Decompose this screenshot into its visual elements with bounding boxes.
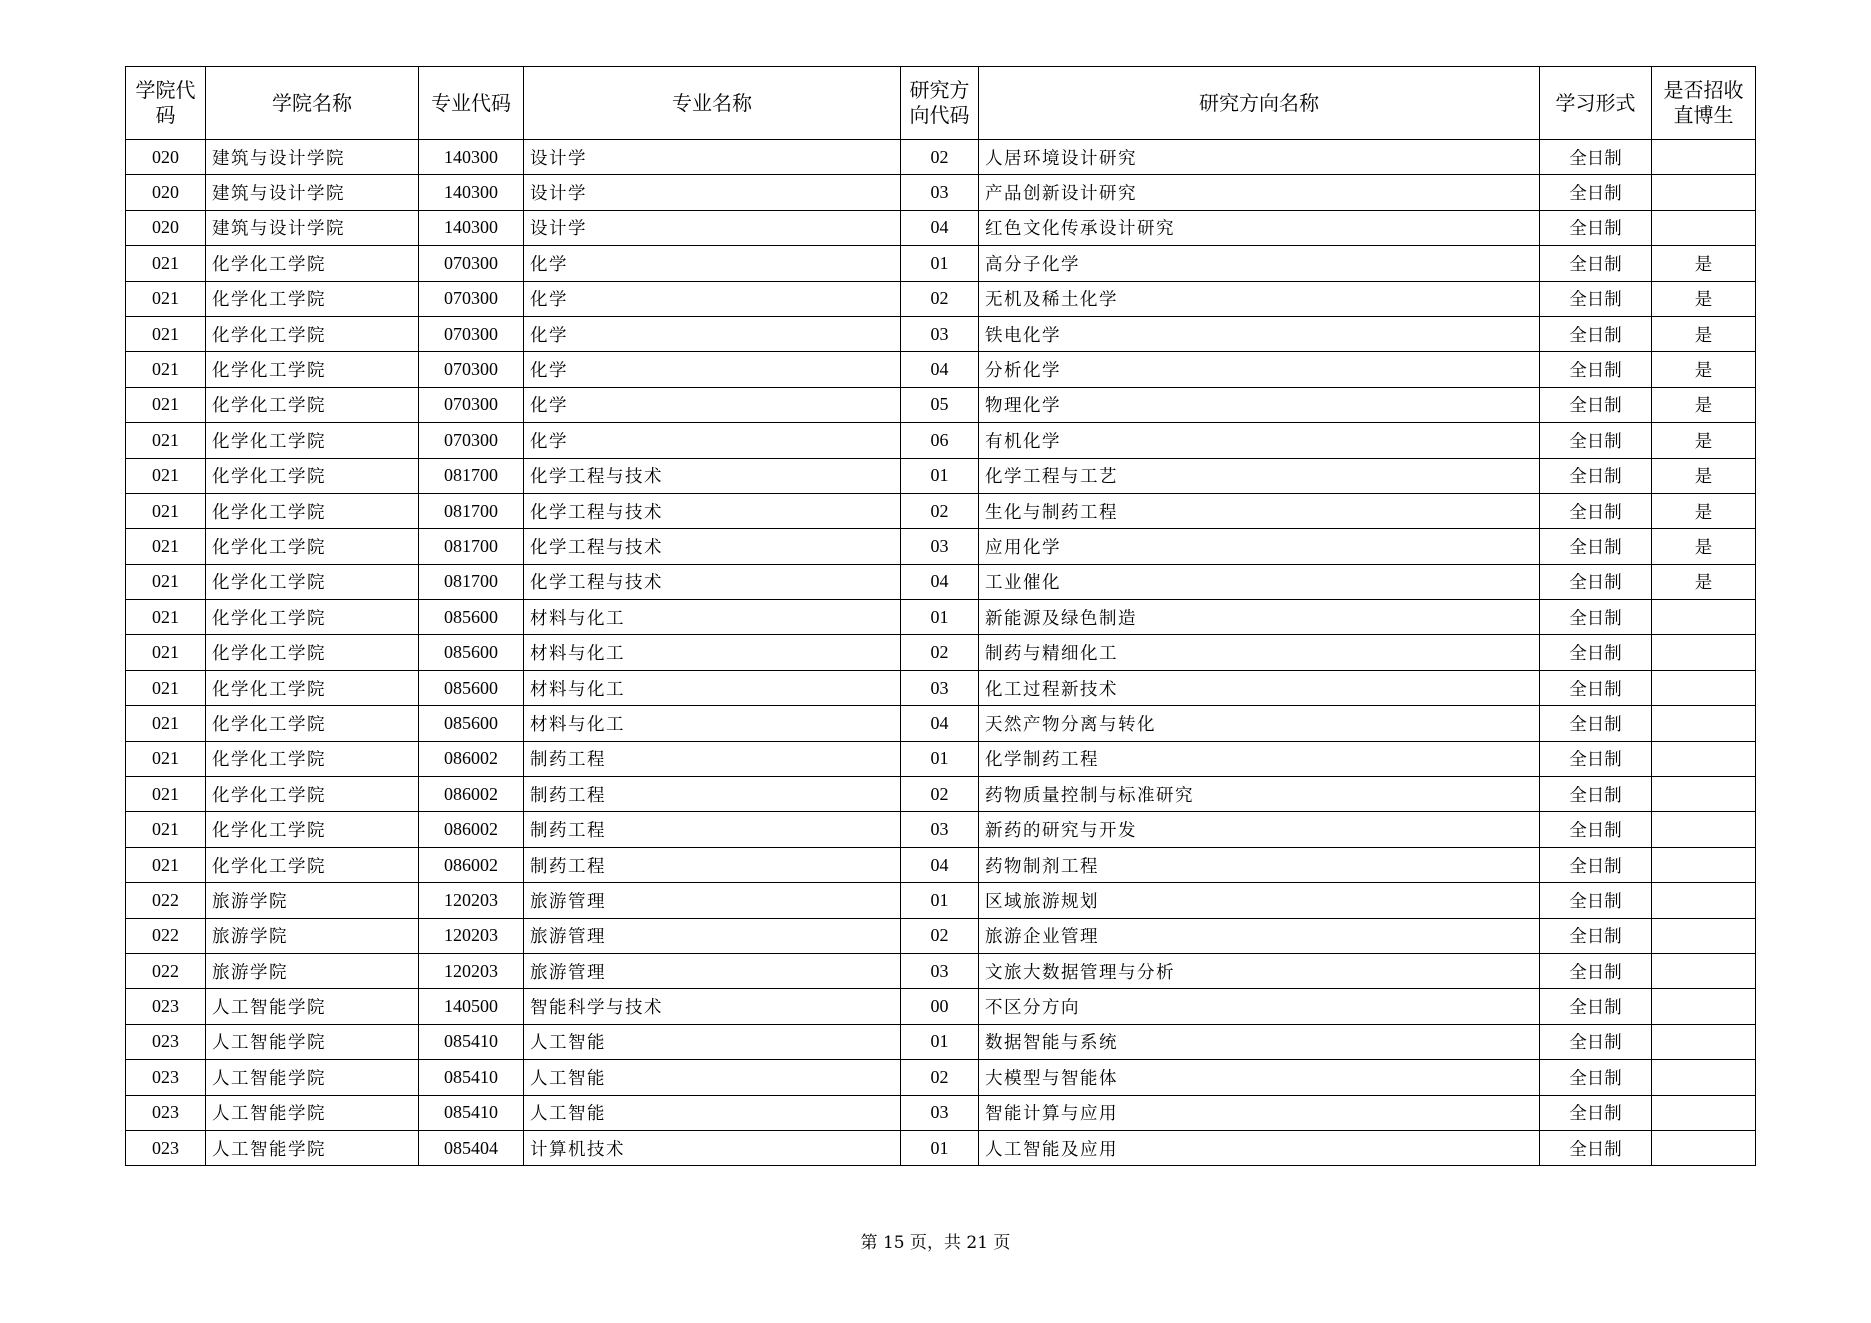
cell-college-name: 化学化工学院 xyxy=(206,741,419,776)
table-row xyxy=(126,706,1756,741)
cell-direction-name: 化学工程与工艺 xyxy=(979,458,1540,493)
cell-study-mode: 全日制 xyxy=(1540,847,1652,882)
cell-direction-name: 旅游企业管理 xyxy=(979,918,1540,953)
cell-direct-phd: 是 xyxy=(1652,458,1756,493)
cell-major-code: 085600 xyxy=(419,670,524,705)
cell-major-code: 120203 xyxy=(419,918,524,953)
cell-major-name: 材料与化工 xyxy=(524,635,901,670)
cell-college-code: 021 xyxy=(126,493,206,528)
cell-direction-code: 01 xyxy=(901,246,979,281)
cell-major-name: 化学 xyxy=(524,246,901,281)
cell-study-mode: 全日制 xyxy=(1540,600,1652,635)
cell-direction-name: 铁电化学 xyxy=(979,316,1540,351)
cell-direction-code: 02 xyxy=(901,777,979,812)
cell-college-name: 化学化工学院 xyxy=(206,387,419,422)
cell-major-code: 140300 xyxy=(419,140,524,175)
enrollment-table xyxy=(125,66,1756,1166)
table-row xyxy=(126,246,1756,281)
cell-direct-phd: 是 xyxy=(1652,352,1756,387)
table-row xyxy=(126,777,1756,812)
cell-direction-name: 工业催化 xyxy=(979,564,1540,599)
table-row xyxy=(126,953,1756,988)
cell-college-code: 020 xyxy=(126,210,206,245)
table-row xyxy=(126,918,1756,953)
cell-direction-name: 天然产物分离与转化 xyxy=(979,706,1540,741)
cell-direction-code: 01 xyxy=(901,1130,979,1165)
cell-direction-name: 分析化学 xyxy=(979,352,1540,387)
cell-college-name: 人工智能学院 xyxy=(206,989,419,1024)
cell-college-code: 021 xyxy=(126,529,206,564)
cell-direct-phd xyxy=(1652,1095,1756,1130)
table-row xyxy=(126,883,1756,918)
cell-direct-phd: 是 xyxy=(1652,529,1756,564)
cell-major-name: 旅游管理 xyxy=(524,953,901,988)
cell-major-code: 070300 xyxy=(419,281,524,316)
cell-major-name: 化学工程与技术 xyxy=(524,493,901,528)
cell-study-mode: 全日制 xyxy=(1540,352,1652,387)
cell-direction-name: 制药与精细化工 xyxy=(979,635,1540,670)
cell-college-name: 人工智能学院 xyxy=(206,1130,419,1165)
cell-college-code: 023 xyxy=(126,1095,206,1130)
cell-study-mode: 全日制 xyxy=(1540,564,1652,599)
cell-study-mode: 全日制 xyxy=(1540,316,1652,351)
cell-college-code: 021 xyxy=(126,670,206,705)
cell-study-mode: 全日制 xyxy=(1540,883,1652,918)
cell-major-code: 070300 xyxy=(419,316,524,351)
cell-direct-phd xyxy=(1652,1060,1756,1095)
cell-major-code: 120203 xyxy=(419,883,524,918)
cell-college-name: 化学化工学院 xyxy=(206,847,419,882)
cell-direct-phd xyxy=(1652,1130,1756,1165)
table-row xyxy=(126,529,1756,564)
cell-direct-phd: 是 xyxy=(1652,387,1756,422)
cell-college-code: 023 xyxy=(126,1024,206,1059)
cell-major-code: 070300 xyxy=(419,387,524,422)
cell-direct-phd xyxy=(1652,918,1756,953)
cell-study-mode: 全日制 xyxy=(1540,423,1652,458)
cell-major-name: 材料与化工 xyxy=(524,706,901,741)
enrollment-table-container xyxy=(125,66,1755,1166)
cell-direct-phd xyxy=(1652,777,1756,812)
cell-major-name: 制药工程 xyxy=(524,812,901,847)
cell-study-mode: 全日制 xyxy=(1540,140,1652,175)
cell-study-mode: 全日制 xyxy=(1540,1024,1652,1059)
cell-direct-phd xyxy=(1652,883,1756,918)
cell-college-code: 021 xyxy=(126,635,206,670)
cell-direction-name: 区域旅游规划 xyxy=(979,883,1540,918)
cell-major-name: 化学工程与技术 xyxy=(524,458,901,493)
table-row xyxy=(126,175,1756,210)
cell-major-code: 081700 xyxy=(419,564,524,599)
cell-direction-name: 红色文化传承设计研究 xyxy=(979,210,1540,245)
cell-college-code: 021 xyxy=(126,812,206,847)
cell-direct-phd: 是 xyxy=(1652,281,1756,316)
cell-direction-code: 02 xyxy=(901,918,979,953)
cell-study-mode: 全日制 xyxy=(1540,1095,1652,1130)
cell-major-name: 设计学 xyxy=(524,140,901,175)
cell-study-mode: 全日制 xyxy=(1540,281,1652,316)
table-row xyxy=(126,847,1756,882)
cell-major-code: 140300 xyxy=(419,210,524,245)
cell-direction-name: 化工过程新技术 xyxy=(979,670,1540,705)
header-college-code: 学院代码 xyxy=(126,67,206,140)
table-header-row xyxy=(126,67,1756,140)
cell-college-name: 旅游学院 xyxy=(206,918,419,953)
cell-college-name: 化学化工学院 xyxy=(206,458,419,493)
cell-direct-phd xyxy=(1652,210,1756,245)
cell-college-name: 化学化工学院 xyxy=(206,635,419,670)
cell-college-code: 021 xyxy=(126,281,206,316)
cell-direction-name: 应用化学 xyxy=(979,529,1540,564)
cell-direction-name: 无机及稀土化学 xyxy=(979,281,1540,316)
cell-direction-code: 02 xyxy=(901,281,979,316)
cell-college-name: 建筑与设计学院 xyxy=(206,210,419,245)
cell-major-code: 086002 xyxy=(419,777,524,812)
header-direction-name: 研究方向名称 xyxy=(979,67,1540,140)
cell-college-name: 化学化工学院 xyxy=(206,812,419,847)
cell-direct-phd xyxy=(1652,706,1756,741)
cell-major-name: 制药工程 xyxy=(524,847,901,882)
cell-major-name: 化学 xyxy=(524,423,901,458)
cell-major-code: 081700 xyxy=(419,458,524,493)
cell-direct-phd xyxy=(1652,812,1756,847)
table-row xyxy=(126,1095,1756,1130)
cell-major-code: 140500 xyxy=(419,989,524,1024)
cell-study-mode: 全日制 xyxy=(1540,741,1652,776)
cell-college-code: 021 xyxy=(126,316,206,351)
cell-major-code: 070300 xyxy=(419,352,524,387)
cell-major-name: 旅游管理 xyxy=(524,918,901,953)
cell-direction-code: 04 xyxy=(901,352,979,387)
cell-major-code: 140300 xyxy=(419,175,524,210)
cell-study-mode: 全日制 xyxy=(1540,1130,1652,1165)
cell-direction-name: 数据智能与系统 xyxy=(979,1024,1540,1059)
cell-direction-name: 新药的研究与开发 xyxy=(979,812,1540,847)
cell-major-name: 人工智能 xyxy=(524,1095,901,1130)
cell-college-name: 化学化工学院 xyxy=(206,281,419,316)
cell-direction-code: 04 xyxy=(901,210,979,245)
cell-direct-phd xyxy=(1652,635,1756,670)
cell-college-name: 旅游学院 xyxy=(206,953,419,988)
cell-college-code: 021 xyxy=(126,600,206,635)
cell-direct-phd: 是 xyxy=(1652,564,1756,599)
table-row xyxy=(126,1060,1756,1095)
cell-major-name: 材料与化工 xyxy=(524,600,901,635)
cell-major-code: 085404 xyxy=(419,1130,524,1165)
table-row xyxy=(126,493,1756,528)
table-row xyxy=(126,564,1756,599)
table-row xyxy=(126,316,1756,351)
cell-college-code: 021 xyxy=(126,564,206,599)
cell-college-name: 化学化工学院 xyxy=(206,706,419,741)
cell-direction-code: 03 xyxy=(901,953,979,988)
cell-major-code: 085410 xyxy=(419,1024,524,1059)
cell-study-mode: 全日制 xyxy=(1540,953,1652,988)
cell-college-code: 021 xyxy=(126,741,206,776)
cell-college-name: 化学化工学院 xyxy=(206,670,419,705)
cell-study-mode: 全日制 xyxy=(1540,175,1652,210)
cell-direction-name: 不区分方向 xyxy=(979,989,1540,1024)
header-major-name: 专业名称 xyxy=(524,67,901,140)
cell-college-code: 022 xyxy=(126,918,206,953)
cell-college-code: 023 xyxy=(126,1130,206,1165)
cell-major-name: 计算机技术 xyxy=(524,1130,901,1165)
cell-study-mode: 全日制 xyxy=(1540,246,1652,281)
cell-major-name: 设计学 xyxy=(524,175,901,210)
cell-college-code: 020 xyxy=(126,140,206,175)
cell-study-mode: 全日制 xyxy=(1540,918,1652,953)
cell-college-code: 023 xyxy=(126,1060,206,1095)
header-direction-code: 研究方向代码 xyxy=(901,67,979,140)
cell-college-name: 人工智能学院 xyxy=(206,1095,419,1130)
table-row xyxy=(126,458,1756,493)
cell-direct-phd xyxy=(1652,175,1756,210)
cell-college-name: 化学化工学院 xyxy=(206,493,419,528)
cell-direction-code: 02 xyxy=(901,493,979,528)
cell-major-name: 设计学 xyxy=(524,210,901,245)
cell-college-code: 021 xyxy=(126,847,206,882)
cell-college-name: 化学化工学院 xyxy=(206,246,419,281)
cell-direction-code: 01 xyxy=(901,741,979,776)
cell-direction-code: 03 xyxy=(901,1095,979,1130)
cell-study-mode: 全日制 xyxy=(1540,989,1652,1024)
table-row xyxy=(126,352,1756,387)
table-row xyxy=(126,670,1756,705)
cell-major-code: 070300 xyxy=(419,423,524,458)
cell-major-code: 120203 xyxy=(419,953,524,988)
cell-major-name: 化学 xyxy=(524,352,901,387)
cell-major-name: 化学工程与技术 xyxy=(524,564,901,599)
cell-college-name: 化学化工学院 xyxy=(206,564,419,599)
cell-direction-code: 02 xyxy=(901,140,979,175)
cell-direction-code: 02 xyxy=(901,1060,979,1095)
cell-college-name: 化学化工学院 xyxy=(206,777,419,812)
header-direct-phd: 是否招收直博生 xyxy=(1652,67,1756,140)
cell-study-mode: 全日制 xyxy=(1540,670,1652,705)
cell-direction-name: 人工智能及应用 xyxy=(979,1130,1540,1165)
cell-college-name: 人工智能学院 xyxy=(206,1024,419,1059)
cell-college-name: 旅游学院 xyxy=(206,883,419,918)
cell-study-mode: 全日制 xyxy=(1540,387,1652,422)
cell-major-code: 085600 xyxy=(419,600,524,635)
cell-major-name: 制药工程 xyxy=(524,741,901,776)
table-row xyxy=(126,1024,1756,1059)
cell-direct-phd xyxy=(1652,600,1756,635)
cell-direction-code: 03 xyxy=(901,175,979,210)
cell-direction-code: 01 xyxy=(901,883,979,918)
cell-major-code: 085600 xyxy=(419,635,524,670)
table-row xyxy=(126,600,1756,635)
cell-direct-phd xyxy=(1652,847,1756,882)
cell-major-name: 人工智能 xyxy=(524,1024,901,1059)
cell-direction-code: 01 xyxy=(901,458,979,493)
cell-college-code: 021 xyxy=(126,352,206,387)
cell-college-name: 人工智能学院 xyxy=(206,1060,419,1095)
cell-major-code: 085600 xyxy=(419,706,524,741)
cell-direction-name: 大模型与智能体 xyxy=(979,1060,1540,1095)
cell-direction-code: 05 xyxy=(901,387,979,422)
cell-direct-phd xyxy=(1652,1024,1756,1059)
cell-direction-name: 新能源及绿色制造 xyxy=(979,600,1540,635)
cell-direction-code: 06 xyxy=(901,423,979,458)
cell-direction-name: 人居环境设计研究 xyxy=(979,140,1540,175)
cell-major-code: 081700 xyxy=(419,493,524,528)
cell-college-name: 化学化工学院 xyxy=(206,600,419,635)
cell-major-code: 085410 xyxy=(419,1095,524,1130)
cell-direction-name: 生化与制药工程 xyxy=(979,493,1540,528)
cell-college-code: 021 xyxy=(126,777,206,812)
cell-college-code: 021 xyxy=(126,423,206,458)
cell-major-name: 智能科学与技术 xyxy=(524,989,901,1024)
cell-direction-name: 文旅大数据管理与分析 xyxy=(979,953,1540,988)
cell-direct-phd: 是 xyxy=(1652,493,1756,528)
table-row xyxy=(126,741,1756,776)
header-college-name: 学院名称 xyxy=(206,67,419,140)
cell-major-name: 化学工程与技术 xyxy=(524,529,901,564)
cell-major-code: 070300 xyxy=(419,246,524,281)
cell-major-name: 制药工程 xyxy=(524,777,901,812)
cell-major-code: 085410 xyxy=(419,1060,524,1095)
cell-study-mode: 全日制 xyxy=(1540,706,1652,741)
cell-direct-phd: 是 xyxy=(1652,246,1756,281)
header-study-mode: 学习形式 xyxy=(1540,67,1652,140)
cell-college-name: 化学化工学院 xyxy=(206,423,419,458)
page-number: 第 15 页，共 21 页 xyxy=(860,1233,1011,1253)
cell-direct-phd: 是 xyxy=(1652,423,1756,458)
table-row xyxy=(126,812,1756,847)
cell-direction-name: 化学制药工程 xyxy=(979,741,1540,776)
table-row xyxy=(126,387,1756,422)
cell-study-mode: 全日制 xyxy=(1540,529,1652,564)
cell-major-name: 人工智能 xyxy=(524,1060,901,1095)
cell-direction-name: 高分子化学 xyxy=(979,246,1540,281)
cell-direction-code: 03 xyxy=(901,812,979,847)
table-row xyxy=(126,635,1756,670)
cell-direction-name: 有机化学 xyxy=(979,423,1540,458)
cell-major-name: 材料与化工 xyxy=(524,670,901,705)
table-row xyxy=(126,989,1756,1024)
cell-direct-phd: 是 xyxy=(1652,316,1756,351)
table-row xyxy=(126,1130,1756,1165)
cell-major-name: 化学 xyxy=(524,387,901,422)
cell-college-code: 022 xyxy=(126,883,206,918)
table-row xyxy=(126,423,1756,458)
cell-college-code: 020 xyxy=(126,175,206,210)
cell-study-mode: 全日制 xyxy=(1540,493,1652,528)
cell-direction-code: 03 xyxy=(901,670,979,705)
cell-study-mode: 全日制 xyxy=(1540,210,1652,245)
cell-direct-phd xyxy=(1652,953,1756,988)
cell-study-mode: 全日制 xyxy=(1540,1060,1652,1095)
cell-direction-code: 00 xyxy=(901,989,979,1024)
cell-direction-name: 物理化学 xyxy=(979,387,1540,422)
table-row xyxy=(126,281,1756,316)
cell-study-mode: 全日制 xyxy=(1540,812,1652,847)
cell-direct-phd xyxy=(1652,140,1756,175)
cell-direction-code: 04 xyxy=(901,706,979,741)
cell-direction-name: 药物质量控制与标准研究 xyxy=(979,777,1540,812)
cell-college-name: 建筑与设计学院 xyxy=(206,175,419,210)
cell-college-name: 化学化工学院 xyxy=(206,529,419,564)
cell-college-code: 023 xyxy=(126,989,206,1024)
cell-direction-code: 03 xyxy=(901,529,979,564)
cell-major-code: 081700 xyxy=(419,529,524,564)
cell-college-code: 021 xyxy=(126,706,206,741)
cell-major-code: 086002 xyxy=(419,812,524,847)
cell-direction-name: 产品创新设计研究 xyxy=(979,175,1540,210)
cell-direction-code: 04 xyxy=(901,564,979,599)
cell-college-code: 021 xyxy=(126,458,206,493)
cell-direct-phd xyxy=(1652,670,1756,705)
cell-college-name: 化学化工学院 xyxy=(206,352,419,387)
cell-major-name: 化学 xyxy=(524,316,901,351)
cell-study-mode: 全日制 xyxy=(1540,777,1652,812)
cell-college-code: 021 xyxy=(126,387,206,422)
cell-direction-code: 01 xyxy=(901,600,979,635)
cell-major-code: 086002 xyxy=(419,741,524,776)
table-row xyxy=(126,140,1756,175)
cell-college-name: 建筑与设计学院 xyxy=(206,140,419,175)
cell-direction-code: 01 xyxy=(901,1024,979,1059)
cell-direction-name: 智能计算与应用 xyxy=(979,1095,1540,1130)
header-major-code: 专业代码 xyxy=(419,67,524,140)
page-footer xyxy=(0,1228,1871,1253)
cell-college-code: 021 xyxy=(126,246,206,281)
cell-college-code: 022 xyxy=(126,953,206,988)
cell-major-code: 086002 xyxy=(419,847,524,882)
cell-major-name: 化学 xyxy=(524,281,901,316)
cell-direction-code: 04 xyxy=(901,847,979,882)
cell-college-name: 化学化工学院 xyxy=(206,316,419,351)
cell-direct-phd xyxy=(1652,741,1756,776)
table-body xyxy=(126,140,1756,1166)
cell-direction-name: 药物制剂工程 xyxy=(979,847,1540,882)
cell-study-mode: 全日制 xyxy=(1540,458,1652,493)
cell-study-mode: 全日制 xyxy=(1540,635,1652,670)
cell-major-name: 旅游管理 xyxy=(524,883,901,918)
cell-direction-code: 02 xyxy=(901,635,979,670)
table-row xyxy=(126,210,1756,245)
cell-direction-code: 03 xyxy=(901,316,979,351)
cell-direct-phd xyxy=(1652,989,1756,1024)
